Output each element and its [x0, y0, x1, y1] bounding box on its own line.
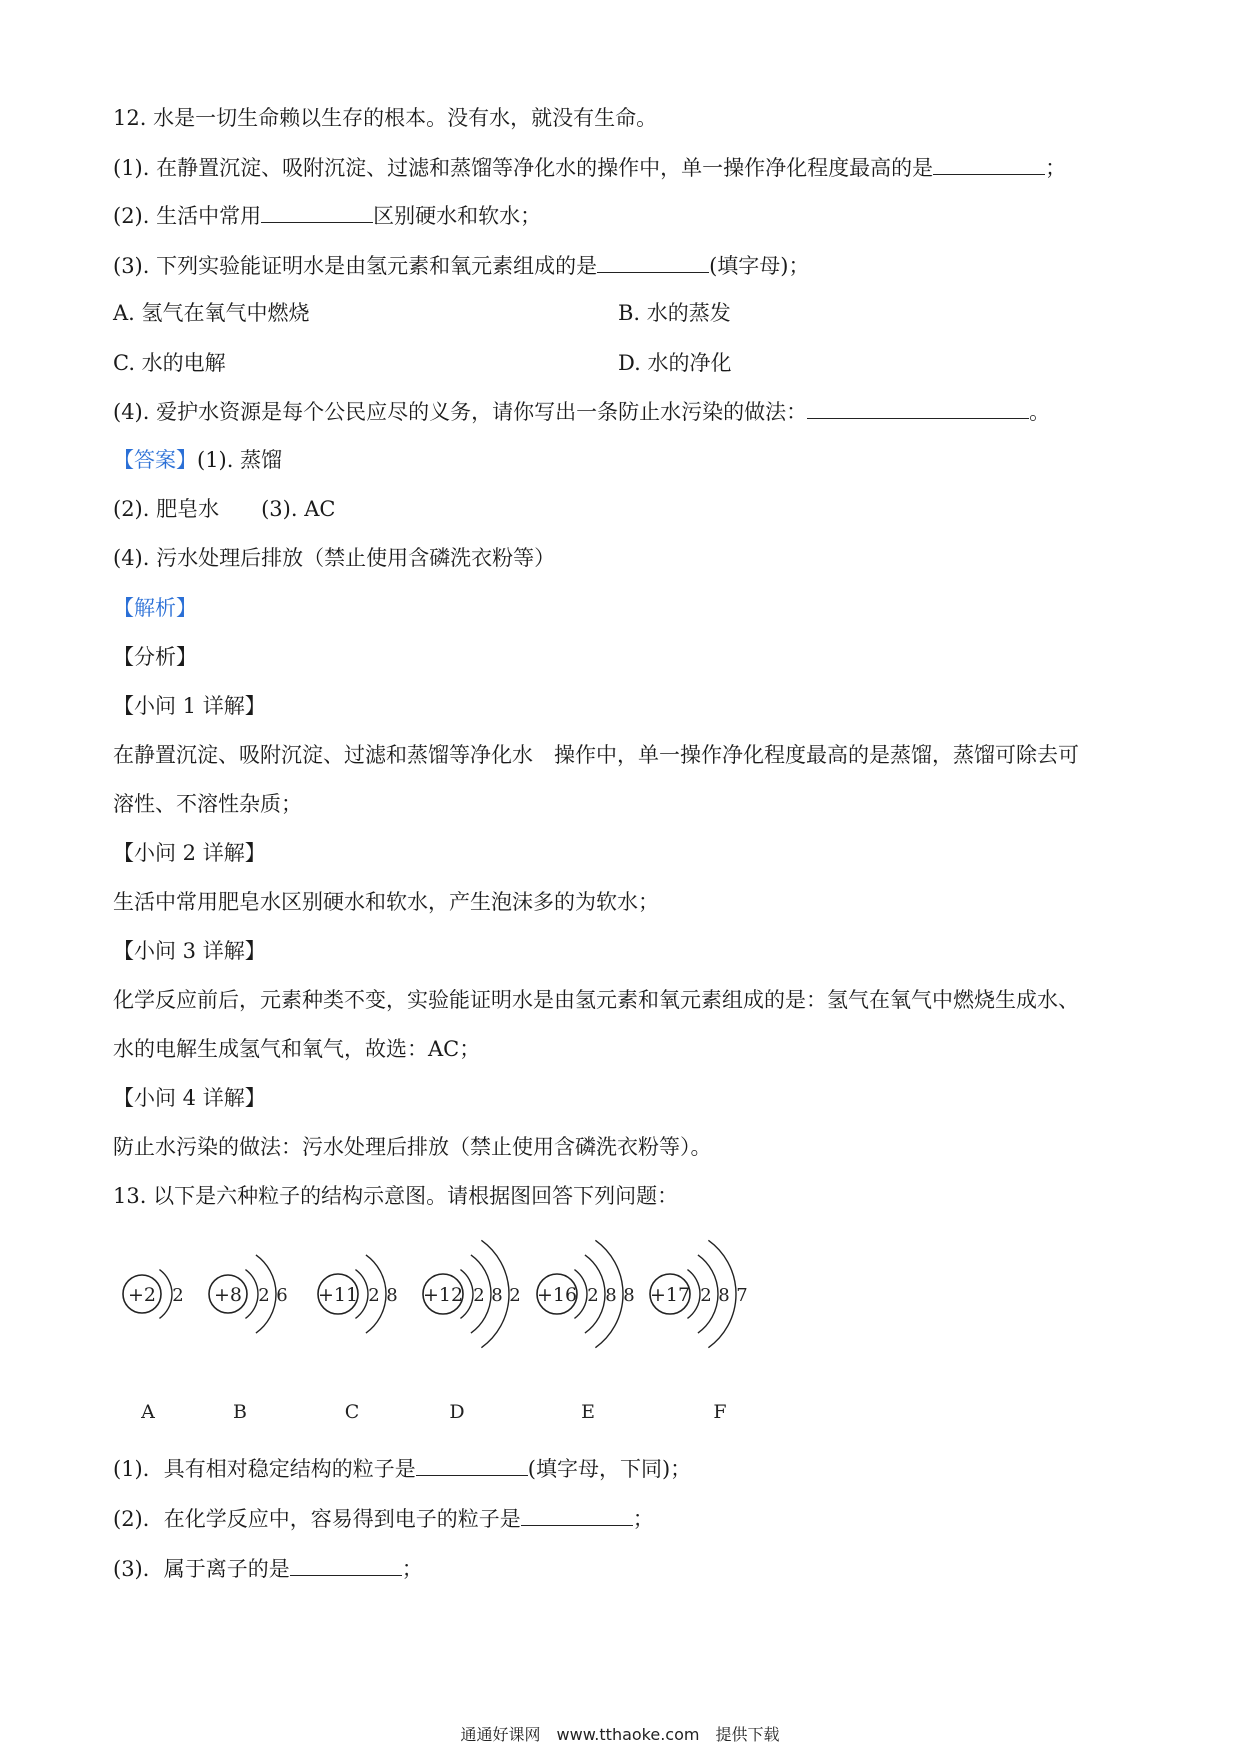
nucleus-charge: +16	[536, 1284, 578, 1306]
q13-part3	[113, 1555, 423, 1582]
particle-label: A	[141, 1401, 155, 1423]
q12-part2-text: (2). 生活中常用	[113, 204, 262, 228]
q12-part4	[113, 398, 1050, 425]
answer-blank[interactable]	[261, 202, 373, 223]
answer-blank[interactable]	[521, 1505, 633, 1526]
sub3-line-1: 化学反应前后，元素种类不变，实验能证明水是由氢元素和氧元素组成的是：氢气在氧气中燃烧生成水、	[113, 988, 1079, 1012]
shell-electron-count: 2	[700, 1285, 712, 1306]
sub2-line-1: 生活中常用肥皂水区别硬水和软水，产生泡沫多的为软水；	[113, 890, 659, 914]
sub1-line-2: 溶性、不溶性杂质；	[113, 792, 302, 816]
answer-line-1	[113, 447, 282, 473]
q12-part1-text: (1). 在静置沉淀、吸附沉淀、过滤和蒸馏等净化水的操作中，单一操作净化程度最高的是	[113, 156, 934, 180]
q13-stem: 13. 以下是六种粒子的结构示意图。请根据图回答下列问题：	[113, 1184, 679, 1208]
answer-4: (4). 污水处理后排放（禁止使用含磷洗衣粉等）	[113, 546, 556, 570]
shell-electron-count: 2	[368, 1285, 380, 1306]
answer-blank[interactable]	[597, 252, 709, 273]
q13-part2-end: ；	[632, 1507, 654, 1531]
sub3-line-2: 水的电解生成氢气和氧气，故选：AC；	[113, 1037, 481, 1061]
nucleus-charge: +2	[127, 1284, 157, 1306]
q13-part2	[113, 1505, 654, 1532]
particle-label: F	[713, 1401, 727, 1423]
shell-electron-count: 8	[623, 1285, 635, 1306]
shell-electron-count: 2	[258, 1285, 270, 1306]
q12-part1-end: ；	[1045, 156, 1067, 180]
particle-label: D	[449, 1401, 465, 1423]
answer-3: (3). AC	[261, 497, 336, 521]
answer-tag: 【答案】	[113, 448, 197, 472]
option-c: C. 水的电解	[113, 351, 226, 375]
q12-part3	[113, 252, 810, 279]
q13-part3-text: (3)．属于离子的是	[113, 1557, 290, 1581]
shell-electron-count: 8	[605, 1285, 617, 1306]
sub2-title: 【小问 2 详解】	[113, 841, 266, 865]
sub4-title: 【小问 4 详解】	[113, 1086, 266, 1110]
shell-electron-count: 7	[736, 1285, 748, 1306]
q12-part1	[113, 154, 1066, 181]
fenxi-heading: 【分析】	[113, 645, 197, 669]
answer-1: (1). 蒸馏	[197, 448, 283, 472]
nucleus-charge: +11	[317, 1284, 359, 1306]
q12-part4-text: (4). 爱护水资源是每个公民应尽的义务，请你写出一条防止水污染的做法：	[113, 400, 808, 424]
nucleus-charge: +8	[213, 1284, 243, 1306]
q12-part3-text: (3). 下列实验能证明水是由氢元素和氧元素组成的是	[113, 254, 598, 278]
answer-2: (2). 肥皂水	[113, 497, 220, 521]
q12-stem: 12. 水是一切生命赖以生存的根本。没有水，就没有生命。	[113, 106, 658, 130]
option-d: D. 水的净化	[618, 351, 732, 375]
particle-label: C	[344, 1401, 360, 1423]
q12-part2	[113, 202, 541, 229]
sub3-title: 【小问 3 详解】	[113, 939, 266, 963]
shell-electron-count: 8	[386, 1285, 398, 1306]
particle-structure-diagrams	[110, 1222, 790, 1442]
shell-electron-count: 2	[587, 1285, 599, 1306]
shell-electron-count: 2	[473, 1285, 485, 1306]
option-b: B. 水的蒸发	[618, 301, 731, 325]
shell-electron-count: 6	[276, 1285, 288, 1306]
q13-part1	[113, 1455, 691, 1482]
nucleus-charge: +17	[649, 1284, 691, 1306]
nucleus-charge: +12	[422, 1284, 464, 1306]
shell-electron-count: 2	[509, 1285, 521, 1306]
particle-label: B	[233, 1401, 247, 1423]
answer-blank[interactable]	[416, 1455, 528, 1476]
answer-line-2	[113, 496, 335, 522]
answer-blank[interactable]	[290, 1555, 402, 1576]
particle-label: E	[581, 1401, 595, 1423]
sub1-line-1: 在静置沉淀、吸附沉淀、过滤和蒸馏等净化水 操作中，单一操作净化程度最高的是蒸馏，蒸馏可除去可	[113, 743, 1079, 767]
answer-blank[interactable]	[807, 398, 1029, 419]
q13-part3-end: ；	[401, 1557, 423, 1581]
q13-part1-text: (1)．具有相对稳定结构的粒子是	[113, 1457, 416, 1481]
q12-part3-end: (填字母)；	[709, 254, 810, 278]
q12-part2-end: 区别硬水和软水；	[373, 204, 542, 228]
answer-blank[interactable]	[933, 154, 1045, 175]
shell-electron-count: 8	[491, 1285, 503, 1306]
option-a: A. 氢气在氧气中燃烧	[113, 301, 310, 325]
analysis-tag: 【解析】	[113, 596, 197, 620]
shell-electron-count: 2	[172, 1285, 184, 1306]
q13-part2-text: (2)．在化学反应中，容易得到电子的粒子是	[113, 1507, 521, 1531]
q13-part1-end: (填字母，下同)；	[527, 1457, 692, 1481]
sub4-line-1: 防止水污染的做法：污水处理后排放（禁止使用含磷洗衣粉等）。	[113, 1135, 712, 1159]
shell-electron-count: 8	[718, 1285, 730, 1306]
page-footer: 通通好课网 www.tthaoke.com 提供下载	[460, 1725, 780, 1744]
q12-part4-end: 。	[1029, 400, 1051, 424]
sub1-title: 【小问 1 详解】	[113, 694, 266, 718]
